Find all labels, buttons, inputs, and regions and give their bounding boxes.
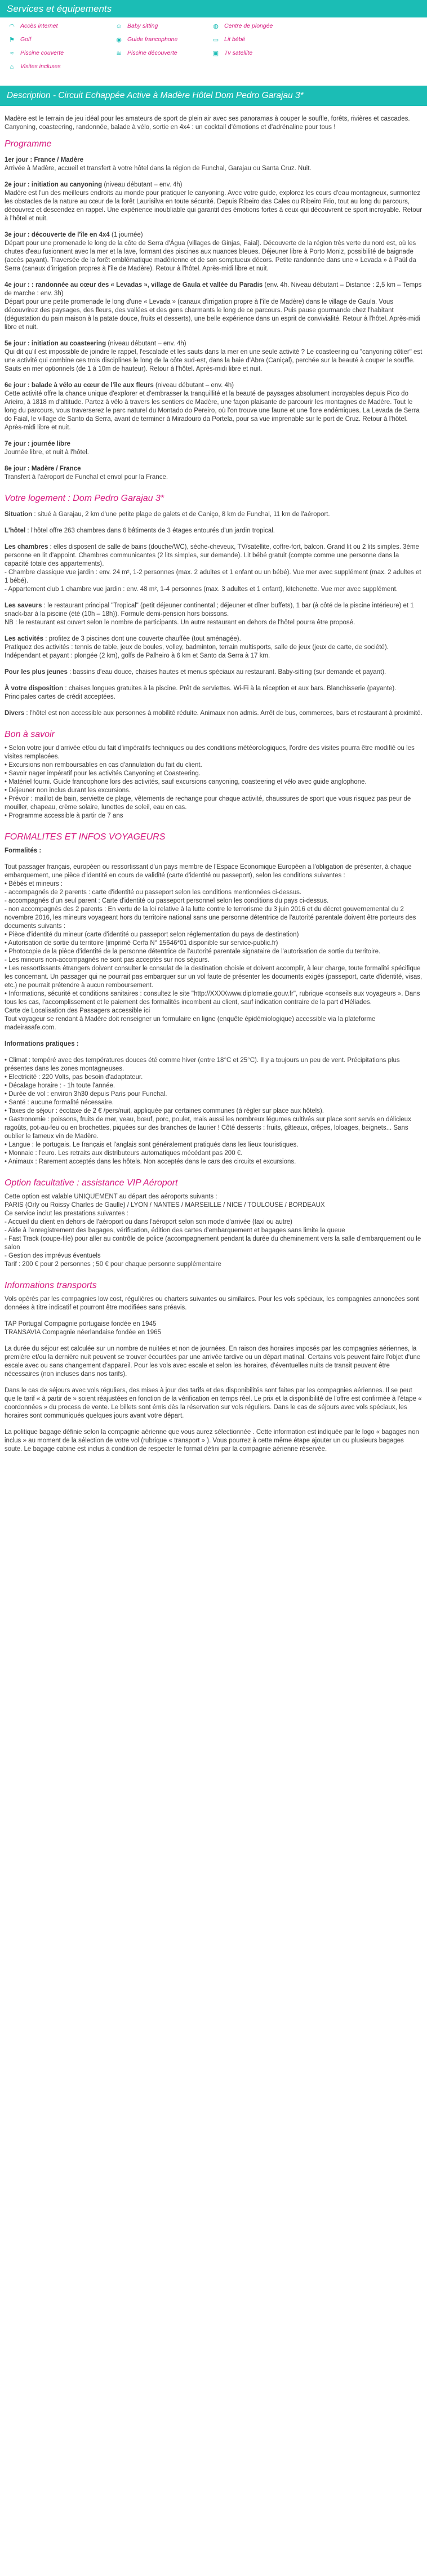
service-item [8, 35, 115, 44]
formalites-line: • Pièce d'identité du mineur (carte d'identité ou passeport selon réglementation du pays de destination) [5, 931, 299, 938]
day-title: 5e jour : initiation au coasteering [5, 340, 106, 347]
program-day [5, 340, 422, 374]
pool-outdoor-icon: ≋ [116, 50, 122, 57]
program-day [5, 156, 422, 173]
vip-line: Ce service inclut les prestations suivantes : [5, 1210, 128, 1217]
wifi-icon: ◠ [9, 23, 15, 30]
info-line: • Electricité : 220 Volts, pas besoin d'adaptateur. [5, 1074, 143, 1081]
day-meta: (1 journée) [109, 232, 143, 238]
description-title: Description - Circuit Echappée Active à Madère Hôtel Dom Pedro Garajau 3* [0, 86, 427, 106]
service-item [8, 63, 115, 71]
program-days [5, 156, 422, 482]
day-meta: (niveau débutant – env. 4h) [106, 340, 186, 347]
hotel-text: : chaises longues gratuites à la piscine. Prêt de serviettes. Wi-Fi à la réception et aux bars. Blanchisserie (payante). Principales cartes de crédit acceptées. [5, 685, 397, 700]
info-line: • Taxes de séjour : écotaxe de 2 € /pers/nuit, appliquée par certaines communes (à régler sur place aux hôtels). [5, 1108, 324, 1114]
program-day [5, 465, 422, 482]
hotel-text: : l'hôtel offre 263 chambres dans 6 bâtiments de 3 étages entourés d'un jardin tropical. [25, 527, 275, 534]
hotel-paragraph [5, 685, 422, 701]
service-item [115, 49, 212, 57]
transports-paragraphs [5, 1345, 422, 1454]
day-body: Cette activité offre la chance unique d'explorer et d'embrasser la tranquillité et la beauté de paysages absolument incroyables depuis Pico do Arieiro, à 1818 m d'altitude. Partez à vélo à travers les sentiers de Madère, une façon plaisante de parcourir les montagnes de Madère. Tout le long du parcours, vous traverserez le parc naturel du Montado do Pereiro, où l'on trouve une faune et une flore endémiques. La Levada de Serra do Faial, le village de Santo da Serra, avant de terminer à Miradouro da Portela, pour sa vue imprenable sur le port de Cruz. Retour à l'hôtel. Après-midi libre et nuit. [5, 390, 420, 431]
hotel-text: : l'hôtel est non accessible aux personnes à mobilité réduite. Animaux non admis. Arrêt de bus, commerces, bars et restaurant à proximité. [24, 710, 422, 717]
description-section [0, 86, 427, 1454]
info-line: • Gastronomie : poissons, fruits de mer, veau, bœuf, porc, poulet, mais aussi les nombreux légumes cultivés sur place sont servis en délicieux ragoûts, pot-au-feu ou en brochettes, piquées sur des branches de laurier ! Côté desserts : fruits, gâteaux, crêpes, loloages, beignets... Sans oublier le fameux vin de Madère. [5, 1116, 411, 1140]
formalites-line: - accompagnés de 2 parents : carte d'identité ou passeport selon les conditions mentionnées ci-dessus. [5, 889, 302, 896]
day-title: 8e jour : Madère / France [5, 465, 81, 472]
hotel-text: : bassins d'eau douce, chaises hautes et menus spéciaux au restaurant. Baby-sitting (sur demande et payant). [67, 669, 386, 676]
day-heading [5, 440, 422, 448]
hotel-paragraphs [5, 510, 422, 718]
info-line: • Animaux : Rarement acceptés dans les hôtels. Non acceptés dans le cars des circuits et excursions. [5, 1158, 296, 1165]
day-title: 2e jour : initiation au canyoning [5, 181, 103, 188]
day-meta: (env. 4h. Niveau débutant – Distance : 2,5 km – Temps de marche : env. 3h) [5, 282, 422, 297]
day-body: Transfert à l'aéroport de Funchal et envol pour la France. [5, 474, 168, 481]
hotel-label: Divers [5, 710, 25, 717]
day-body: Madère est l'un des meilleurs endroits au monde pour pratiquer le canyoning. Avec votre guide, explorez les cours d'eau montagneux, surmontez les obstacles de la nature au cœur de la forêt Laurisilva en toute sécurité. Depuis Ribeiro das Cales ou Ribeiro Frio, tout au long du parcours, découvrez et descendez en rappel. Une expérience inoubliable qui garantit des émotions fortes à ceux qui découvrent ce sport incroyable. Retour à l'hôtel et nuit. [5, 190, 422, 222]
vip-line: - Fast Track (coupe-file) pour aller au contrôle de police (accompagnement pendant la durée du cheminement vers la salle d'embarquement ou le salon [5, 1236, 421, 1251]
hotel-paragraph [5, 510, 422, 519]
service-label: Piscine découverte [127, 50, 177, 56]
formalites-line: - non accompagnés des 2 parents : En vertu de la loi relative à la lutte contre le terrorisme du 3 juin 2016 et du décret gouvernemental du 2 novembre 2016, les mineurs voyageant hors du territoire national sans une personne détentrice de l'autorité parentale doivent être porteurs des documents suivants : [5, 906, 416, 930]
golf-icon: ⚑ [9, 36, 15, 43]
service-item [115, 22, 212, 30]
formalites-line: Tout voyageur se rendant à Madère doit renseigner un formulaire en ligne (enquête épidémiologique) accessible via la plateforme madeirasafe.com. [5, 1016, 376, 1031]
service-item [212, 35, 319, 44]
tv-icon: ▣ [212, 50, 219, 57]
vip-line: - Aide à l'enregistrement des bagages, vérification, édition des cartes d'embarquement et bagages sans limite la queue [5, 1227, 345, 1234]
formalites-line: • Autorisation de sortie du territoire (imprimé Cerfa N° 15646*01 disponible sur service-public.fr) [5, 940, 278, 947]
info-line: • Monnaie : l'euro. Les retraits aux distributeurs automatiques mécédant pas 200 €. [5, 1150, 243, 1157]
hotel-paragraph [5, 602, 422, 627]
companies-list [5, 1320, 422, 1337]
day-body: Arrivée à Madère, accueil et transfert à votre hôtel dans la région de Funchal, Garajau ou Santa Cruz. Nuit. [5, 165, 312, 172]
program-day [5, 181, 422, 223]
day-heading [5, 381, 422, 390]
formalites-line: • Photocopie de la pièce d'identité de la personne détentrice de l'autorité parentale signataire de l'autorisation de sortie du territoire. [5, 948, 381, 955]
day-title: 7e jour : journée libre [5, 441, 70, 447]
program-day [5, 281, 422, 332]
service-label: Baby sitting [127, 23, 158, 29]
day-heading [5, 281, 422, 298]
program-day [5, 440, 422, 457]
day-heading [5, 181, 422, 189]
program-day [5, 381, 422, 432]
hotel-paragraph [5, 527, 422, 535]
crib-icon: ▭ [212, 36, 219, 43]
day-heading [5, 156, 422, 165]
bon-a-savoir-title: Bon à savoir [5, 730, 55, 739]
info-line: • Langue : le portugais. Le français et l'anglais sont généralement pratiqués dans les lieux touristiques. [5, 1142, 299, 1148]
info-line: • Décalage horaire : - 1h toute l'année. [5, 1082, 115, 1089]
visit-icon: ⌂ [10, 63, 14, 70]
formalites-list [5, 863, 422, 1032]
vip-line: PARIS (Orly ou Roissy Charles de Gaulle) / LYON / NANTES / MARSEILLE / NICE / TOULOUSE / BORDEAUX [5, 1202, 325, 1209]
vip-list [5, 1193, 422, 1269]
company-line: TAP Portugal Compagnie portugaise fondée en 1945 [5, 1321, 157, 1327]
service-label: Golf [20, 36, 32, 43]
vip-line: - Gestion des imprévus éventuels [5, 1253, 101, 1259]
bon-a-savoir-list [5, 744, 422, 820]
service-label: Piscine couverte [20, 50, 64, 56]
vip-line: - Accueil du client en dehors de l'aéroport ou dans l'aéroport selon son mode d'arrivée (taxi ou autre) [5, 1219, 292, 1225]
program-title: Programme [5, 139, 52, 149]
service-label: Centre de plongée [224, 23, 273, 29]
formalites-line: Carte de Localisation des Passagers accessible ici [5, 1007, 150, 1014]
bon-a-savoir-item: • Prévoir : maillot de bain, serviette de plage, vêtements de rechange pour chaque activité, chaussures de sport que vous risquez pas peur de mouiller, chapeau, crème solaire, lunettes de soleil, eau en cas. [5, 796, 411, 811]
hotel-label: Les chambres [5, 544, 48, 550]
baby-icon: ☺ [115, 23, 122, 30]
info-line: • Climat : tempéré avec des températures douces été comme hiver (entre 18°C et 25°C). Il y a toujours un peu de vent. Précipitations plus présentes dans les zones montagneuses. [5, 1057, 400, 1072]
hotel-text: : situé à Garajau, 2 km d'une petite plage de galets et de Caniço, 8 km de Funchal, 11 km de l'aéroport. [32, 511, 330, 518]
program-day [5, 231, 422, 273]
day-title: 6e jour : balade à vélo au cœur de l'île aux fleurs [5, 382, 154, 389]
hotel-label: Pour les plus jeunes [5, 669, 68, 676]
service-label: Visites incluses [20, 63, 61, 70]
formalites-line: - accompagnés d'un seul parent : Carte d'identité ou passeport personnel selon les conditions du pays ci-dessus. [5, 898, 329, 904]
company-line: TRANSAVIA Compagnie néerlandaise fondée en 1965 [5, 1329, 161, 1336]
service-item [212, 22, 319, 30]
formalites-line: - Les mineurs non-accompagnés ne sont pas acceptés sur nos séjours. [5, 957, 210, 963]
hotel-text: : le restaurant principal "Tropical" (petit déjeuner continental ; déjeuner et dîner buffets), 1 bar (à côté de la piscine intérieure) et 1 snack-bar à la piscine (été (10h – 18h)). Formule demi-pension hors boissons. NB : le restaurant est ouvert selon le nombre de participants. Un autre restaurant en dehors de l'hôtel pourra être proposé. [5, 602, 414, 626]
service-item [115, 35, 212, 44]
info-list [5, 1056, 422, 1166]
day-meta: (niveau débutant – env. 4h) [153, 382, 234, 389]
services-grid [0, 17, 427, 71]
vip-line: Tarif : 200 € pour 2 personnes ; 50 € pour chaque personne supplémentaire [5, 1261, 221, 1268]
transports-title: Informations transports [5, 1281, 97, 1290]
hotel-text: : elles disposent de salle de bains (douche/WC), sèche-cheveux, TV/satellite, coffre-fort, balcon. Grand lit ou 2 lits simples. 3ème personne en lit d'appoint. Chambres communicantes (2 lits simples, sur demande). Lit bébé gratuit (compte comme une personne dans la capacité totale des appartements). - Chambre classique vue jardin : env. 24 m², 1-2 personnes (max. 2 adultes et 1 enfant ou un bébé). Vue mer avec supplément (max. 2 adultes et 1 bébé). - Appartement club 1 chambre vue jardin : env. 48 m², 1-4 personnes (max. 3 adultes et 1 enfant), kitchenette. Vue mer avec supplément. [5, 544, 421, 593]
day-title: 1er jour : France / Madère [5, 157, 83, 163]
info-line: • Santé : aucune formalité nécessaire. [5, 1099, 114, 1106]
transports-paragraph: La durée du séjour est calculée sur un nombre de nuitées et non de journées. En raison des horaires imposés par les compagnies aériennes, la première et/ou la dernière nuit peuvent se trouver écourtées par une arrivée tardive ou un départ matinal. Certains vols peuvent faire l'objet d'une escale avec ou sans changement d'appareil. Pour les vols avec escale et selon les horaires, d'éventuelles nuits de transit peuvent être nécessaires (non incluses dans nos tarifs). [5, 1345, 421, 1378]
guide-icon: ◉ [116, 36, 122, 43]
day-body: Qui dit qu'il est impossible de joindre le rappel, l'escalade et les sauts dans la mer en une seule activité ? Le coasteering ou "canyoning côtier" est une activité qui combine ces trois disciplines le long de la côte sud-est, dans la baie d'Abra (Caniçal), perchée sur la beauté à couper le souffle. Sauts en mer optionnels (de 1 à 10m de hauteur). Retour à l'hôtel. Après-midi libre et nuit. [5, 349, 422, 372]
hotel-label: L'hôtel [5, 527, 26, 534]
pool-icon: ≈ [10, 50, 14, 57]
service-item [8, 49, 115, 57]
bon-a-savoir-item: • Excursions non remboursables en cas d'annulation du fait du client. [5, 762, 202, 769]
bon-a-savoir-item: • Selon votre jour d'arrivée et/ou du fait d'impératifs techniques ou des conditions météorologiques, l'ordre des visites pourra être modifié ou les visites remplacées. [5, 745, 415, 760]
formalites-title: FORMALITES ET INFOS VOYAGEURS [5, 832, 166, 842]
service-item [212, 49, 319, 57]
day-heading [5, 465, 422, 473]
hotel-title: Votre logement : Dom Pedro Garajau 3* [5, 494, 164, 503]
hotel-paragraph [5, 709, 422, 718]
formalites-subtitle: Formalités : [5, 847, 42, 854]
day-body: Départ pour une promenade le long de la côte de Serra d'Água (villages de Ginjas, Faial). Découverte de la région très verte du nord est, où les chutes d'eau fusionnent avec la mer et la lave, formant des piscines aux nuances bleues. Déjeuner libre à Porto Moniz, possibilité de baignade (accès payant). Traversée de la forêt emblématique madérienne et de son somptueux décors. Petite randonnée dans une « Levada » à Paúl da Serra (canaux d'irrigation propres à l'île de Madère). Retour à l'hôtel. Après-midi libre et nuit. [5, 240, 416, 272]
bon-a-savoir-item: • Savoir nager impératif pour les activités Canyoning et Coasteering. [5, 770, 201, 777]
services-title: Services et équipements [0, 0, 427, 17]
hotel-paragraph [5, 543, 422, 594]
hotel-label: Les activités [5, 636, 44, 642]
diving-icon: ◍ [213, 23, 219, 30]
bon-a-savoir-item: • Programme accessible à partir de 7 ans [5, 812, 123, 819]
service-label: Accès internet [20, 23, 58, 29]
day-title: 4e jour : : randonnée au cœur des « Levadas », village de Gaula et vallée du Paradis [5, 282, 263, 288]
day-title: 3e jour : découverte de l'île en 4x4 [5, 232, 110, 238]
bon-a-savoir-item: • Déjeuner non inclus durant les excursions. [5, 787, 131, 794]
day-heading [5, 231, 422, 239]
hotel-label: Les saveurs [5, 602, 42, 609]
vip-line: Cette option est valable UNIQUEMENT au départ des aéroports suivants : [5, 1193, 217, 1200]
formalites-line: • Informations, sécurité et conditions sanitaires : consultez le site "http://XXXXwww.diplomatie.gouv.fr", rubrique «conseils aux voyageurs ». Dans tous les cas, l'accomplissement et le paiement des formalités incombent au client, sauf indication contraire de la part d'Héliades. [5, 991, 420, 1006]
day-meta: (niveau débutant – env. 4h) [102, 181, 183, 188]
service-label: Guide francophone [127, 36, 178, 43]
info-line: • Durée de vol : environ 3h30 depuis Paris pour Funchal. [5, 1091, 167, 1098]
info-title: Informations pratiques : [5, 1041, 79, 1047]
day-heading [5, 340, 422, 348]
service-label: Lit bébé [224, 36, 246, 43]
service-item [8, 22, 115, 30]
formalites-line: • Bébés et mineurs : [5, 881, 63, 887]
service-label: Tv satellite [224, 50, 253, 56]
vip-title: Option facultative : assistance VIP Aéroport [5, 1178, 178, 1188]
formalites-line: • Les ressortissants étrangers doivent consulter le consulat de la destination choisie et doivent accomplir, à leur charge, toute formalité spécifique les concernant. Un passager qui ne pourrait pas embarquer sur un vol faute de présenter les documents exigés (passeport, carte d'identité, visas, etc.) ne pourrait prétendre à aucun remboursement. [5, 965, 422, 989]
hotel-paragraph [5, 668, 422, 677]
hotel-label: Situation [5, 511, 33, 518]
day-body: Journée libre, et nuit à l'hôtel. [5, 449, 89, 456]
services-section [0, 0, 427, 71]
bon-a-savoir-item: • Matériel fourni. Guide francophone lors des activités, sauf excursions canyoning, coasteering et vélo avec guide anglophone. [5, 779, 367, 785]
transports-paragraph: La politique bagage définie selon la compagnie aérienne que vous aurez sélectionnée . Cette information est indiquée par le logo « bagages non inclus » au moment de la sélection de votre vol (rubrique « transport » ). Vous pourrez à cette même étape ajouter un ou plusieurs bagages soute. Le bagage cabine est inclus à condition de respecter le format défini par la compagnie aérienne réservée. [5, 1429, 419, 1453]
transports-paragraph: Dans le cas de séjours avec vols réguliers, des mises à jour des tarifs et des disponibilités sont faites par les compagnies aériennes. Il se peut que le tarif « à partir de » soient réajustées en fonction de la vérification en temps réel. Le prix et la disponibilité de l'offre est confirmée à l'étape « coordonnées » du process de vente. Le billets sont émis dès la réservation sur vols réguliers. Dans le cas de séjours avec vols spéciaux, les horaires sont communiqués quelques jours avant votre départ. [5, 1387, 422, 1419]
hotel-label: À votre disposition [5, 685, 64, 692]
transports-intro: Vols opérés par les compagnies low cost, régulières ou charters suivantes ou similaires. Pour les vols spéciaux, les compagnies annoncées sont données à titre indicatif et pourront être modifiées sans préavis. [5, 1296, 419, 1311]
hotel-text: : profitez de 3 piscines dont une couverte chauffée (tout aménagée). Pratiquez des activités : tennis de table, jeux de boules, volley, badminton, terrain multisports, salle de jeux (jeux de carte, de société). Indépendant et payant : plongée (2 km), golfs de Palheiro à 6 km et Santo da Serra à 17 km. [5, 636, 389, 659]
hotel-paragraph [5, 635, 422, 660]
description-intro: Madère est le terrain de jeu idéal pour les amateurs de sport de plein air avec ses panoramas à couper le souffle, forêts, rivières et cascades. Canyoning, coasteering, randonnée, balade à vélo, sortie en 4x4 : un cocktail d'émotions et d'adrénaline pour tous ! [5, 116, 410, 131]
formalites-line: Tout passager français, européen ou ressortissant d'un pays membre de l'Espace Economique Européen a l'obligation de présenter, à chaque embarquement, une pièce d'identité en cours de validité (carte d'identité ou passeport), selon les conditions suivantes : [5, 864, 412, 879]
day-body: Départ pour une petite promenade le long d'une « Levada » (canaux d'irrigation propre à l'île de Madère) dans le village de Gaula. Vous découvrirez des paysages, des fleurs, des vallées et des gens charmants le long de ce parcours. Puis pause gourmande chez l'habitant (dégustation du pain maison à la patate douce, fruits et desserts), une belle expérience dans un esprit de convivialité. Retour à l'hôtel. Après-midi libre et nuit. [5, 299, 420, 331]
